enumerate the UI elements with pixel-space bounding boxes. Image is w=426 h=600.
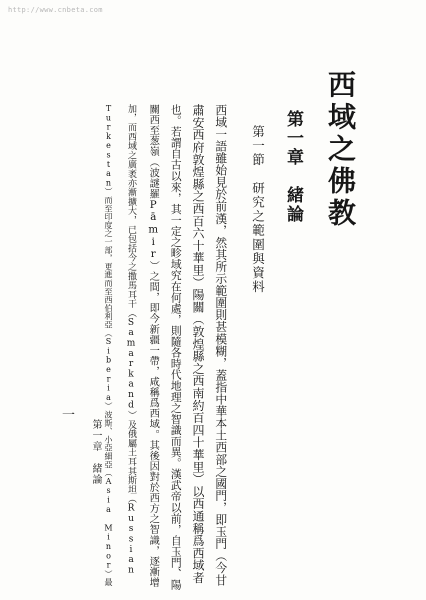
chapter-heading: 第一章 緒論 [283,110,303,224]
running-footer: 第一章 緒論 [90,419,101,485]
body-column-6: Turkestan）而至印度之一部，更進而至西伯利亞（Siberia）波斯、小亞細亞（Asia Minor）最 [104,104,113,587]
body-column-2: 肅安西府敦煌縣之西百六十華里）陽關（敦煌縣之西南約百四十華里）以西通稱爲西域者 [191,104,205,584]
book-title: 西域之佛教 [324,70,357,230]
watermark: http://www.cnbeta.com [8,6,103,14]
body-column-5: 加，而西域之廣袤亦漸擴大，已包括今之撒馬耳干（Samarkand）及俄屬土耳其斯坦（Russian [126,104,136,576]
body-column-4: 關西至葱嶺（波謎羅Pāmir）之間，即今新疆一帶，咸稱爲西域。其後因對於西方之智識，逐漸增 [147,104,160,588]
body-column-3: 也。若謂自古以來，其一定之畛域究在何處，則隨各時代地理之智識而異。漢武帝以前，自玉門、陽 [169,104,183,591]
page-number: 一 [62,408,76,423]
section-heading: 第一節 研究之範圍與資料 [250,125,266,295]
body-column-1: 西域一語雖始見於前漢，然其所示範圍則甚模糊，蓋指中華本土西部之國門，即玉門（今甘 [213,104,228,586]
